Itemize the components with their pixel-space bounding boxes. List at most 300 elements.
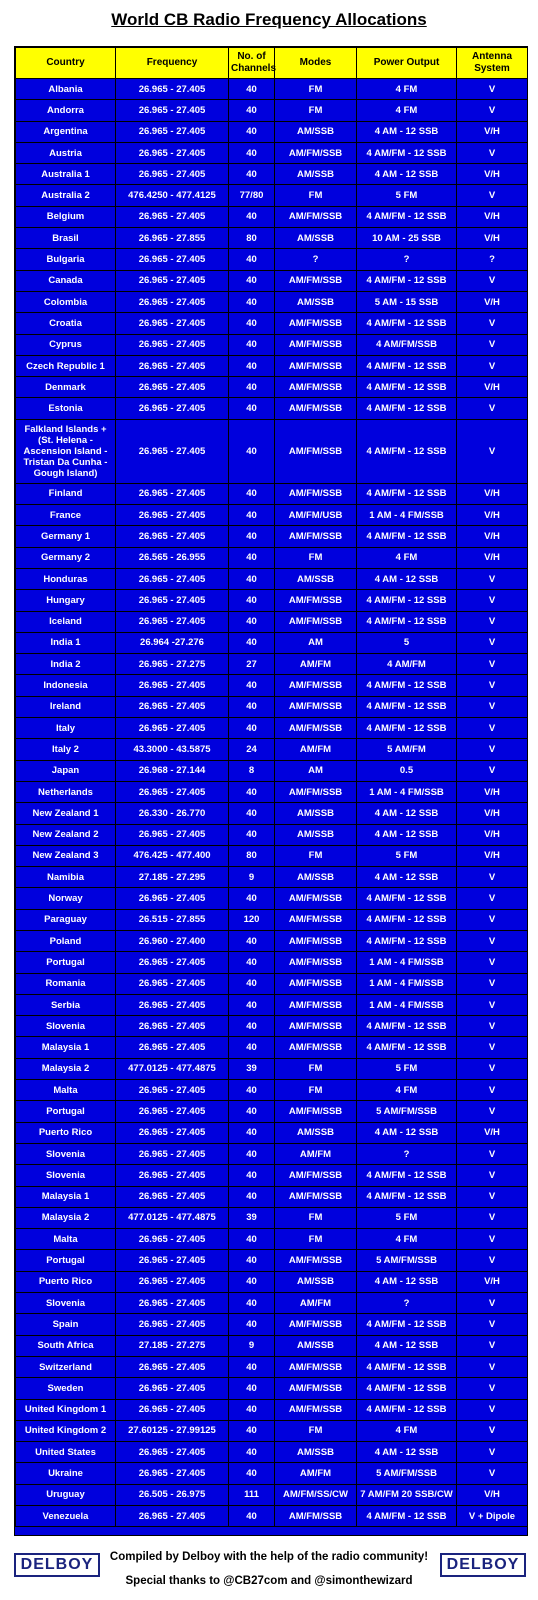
cell-power-output: 4 AM - 12 SSB (357, 1122, 457, 1143)
cell-frequency: 26.965 - 27.855 (116, 228, 229, 249)
cell-channels: 40 (229, 1356, 275, 1377)
cell-country: Finland (16, 483, 116, 504)
cell-frequency: 26.330 - 26.770 (116, 803, 229, 824)
cell-power-output: 1 AM - 4 FM/SSB (357, 505, 457, 526)
cell-modes: AM/FM/SSB (275, 1186, 357, 1207)
table-row (16, 291, 528, 312)
cell-frequency: 26.965 - 27.405 (116, 888, 229, 909)
cell-channels: 40 (229, 1080, 275, 1101)
cell-frequency: 26.965 - 27.405 (116, 1378, 229, 1399)
cell-frequency: 26.965 - 27.405 (116, 973, 229, 994)
cell-frequency: 26.965 - 27.405 (116, 994, 229, 1015)
cell-antenna-system: V (457, 1080, 528, 1101)
cell-frequency: 26.965 - 27.405 (116, 781, 229, 802)
table-row (16, 1356, 528, 1377)
cell-modes: AM (275, 632, 357, 653)
cell-power-output: 4 AM/FM - 12 SSB (357, 206, 457, 227)
table-body (16, 79, 528, 1527)
cell-antenna-system: V (457, 1378, 528, 1399)
cell-country: Cyprus (16, 334, 116, 355)
cell-antenna-system: V (457, 142, 528, 163)
cell-power-output: 4 AM/FM - 12 SSB (357, 590, 457, 611)
cell-country: Spain (16, 1314, 116, 1335)
cell-country: Ireland (16, 696, 116, 717)
cell-frequency: 26.965 - 27.405 (116, 1506, 229, 1527)
cell-antenna-system: V (457, 973, 528, 994)
cell-modes: AM/SSB (275, 867, 357, 888)
cell-frequency: 26.965 - 27.405 (116, 1229, 229, 1250)
cell-frequency: 27.60125 - 27.99125 (116, 1420, 229, 1441)
cell-country: Puerto Rico (16, 1271, 116, 1292)
table-row (16, 1229, 528, 1250)
table-row (16, 718, 528, 739)
cell-modes: AM/SSB (275, 824, 357, 845)
cell-modes: AM/FM/SSB (275, 781, 357, 802)
table-row (16, 845, 528, 866)
cell-antenna-system: V (457, 100, 528, 121)
cell-antenna-system: V/H (457, 1122, 528, 1143)
cell-antenna-system: V (457, 1335, 528, 1356)
cell-antenna-system: V/H (457, 164, 528, 185)
cell-modes: FM (275, 100, 357, 121)
cell-channels: 8 (229, 760, 275, 781)
table-row (16, 505, 528, 526)
cell-power-output: 4 AM/FM - 12 SSB (357, 1037, 457, 1058)
cell-antenna-system: V (457, 1250, 528, 1271)
cell-frequency: 477.0125 - 477.4875 (116, 1207, 229, 1228)
cell-power-output: 4 FM (357, 100, 457, 121)
cell-channels: 40 (229, 1037, 275, 1058)
cell-modes: AM/FM/SSB (275, 888, 357, 909)
cell-country: Portugal (16, 952, 116, 973)
cell-modes: AM/FM/SSB (275, 355, 357, 376)
cell-modes: FM (275, 185, 357, 206)
cell-country: Germany 2 (16, 547, 116, 568)
footer-credits (100, 1545, 438, 1593)
cell-country: Malaysia 2 (16, 1207, 116, 1228)
cell-frequency: 26.965 - 27.405 (116, 1356, 229, 1377)
cell-frequency: 26.965 - 27.405 (116, 79, 229, 100)
cell-antenna-system: V/H (457, 291, 528, 312)
cell-power-output: 5 FM (357, 1207, 457, 1228)
cell-channels: 40 (229, 611, 275, 632)
table-header-row (16, 48, 528, 79)
cell-channels: 40 (229, 1122, 275, 1143)
cell-channels: 40 (229, 1420, 275, 1441)
table-row (16, 1399, 528, 1420)
cell-channels: 40 (229, 334, 275, 355)
cell-power-output: 4 AM/FM - 12 SSB (357, 930, 457, 951)
cell-country: Malta (16, 1229, 116, 1250)
table-row (16, 696, 528, 717)
cell-antenna-system: V (457, 739, 528, 760)
cell-country: United States (16, 1442, 116, 1463)
cell-channels: 40 (229, 930, 275, 951)
cell-antenna-system: V (457, 611, 528, 632)
cell-antenna-system: V/H (457, 377, 528, 398)
cell-frequency: 26.965 - 27.405 (116, 419, 229, 483)
cell-channels: 40 (229, 696, 275, 717)
cell-frequency: 26.965 - 27.405 (116, 505, 229, 526)
cell-antenna-system: V (457, 334, 528, 355)
table-row (16, 1335, 528, 1356)
cell-country: Falkland Islands + (St. Helena - Ascension Island - Tristan Da Cunha - Gough Island) (16, 419, 116, 483)
cell-modes: AM/FM/SSB (275, 483, 357, 504)
cell-channels: 9 (229, 1335, 275, 1356)
cell-modes: AM/FM/SSB (275, 718, 357, 739)
cell-modes: AM/SSB (275, 803, 357, 824)
cell-modes: AM/SSB (275, 568, 357, 589)
cell-antenna-system: V/H (457, 206, 528, 227)
cell-country: India 1 (16, 632, 116, 653)
cell-frequency: 26.965 - 27.405 (116, 100, 229, 121)
cell-channels: 27 (229, 654, 275, 675)
cell-frequency: 26.965 - 27.405 (116, 1186, 229, 1207)
cell-power-output: 4 AM/FM - 12 SSB (357, 696, 457, 717)
cell-antenna-system: V (457, 355, 528, 376)
cell-channels: 39 (229, 1058, 275, 1079)
cell-channels: 40 (229, 632, 275, 653)
cell-power-output: 4 AM/FM - 12 SSB (357, 1165, 457, 1186)
cell-frequency: 26.965 - 27.405 (116, 1314, 229, 1335)
table-row (16, 483, 528, 504)
cell-modes: AM/FM/SSB (275, 1165, 357, 1186)
cell-modes: FM (275, 1058, 357, 1079)
cell-power-output: 4 AM/FM - 12 SSB (357, 1356, 457, 1377)
table-row (16, 590, 528, 611)
cell-antenna-system: V (457, 1293, 528, 1314)
cell-antenna-system: V (457, 867, 528, 888)
cell-power-output: 4 AM/FM - 12 SSB (357, 888, 457, 909)
cell-modes: AM/SSB (275, 228, 357, 249)
cell-country: United Kingdom 2 (16, 1420, 116, 1441)
cell-modes: AM/FM/SSB (275, 1356, 357, 1377)
cell-antenna-system: V (457, 1356, 528, 1377)
cell-channels: 40 (229, 1101, 275, 1122)
table-row (16, 1165, 528, 1186)
table-row (16, 909, 528, 930)
cell-power-output: ? (357, 1293, 457, 1314)
cell-channels: 40 (229, 1506, 275, 1527)
cell-modes: AM/FM/SSB (275, 1314, 357, 1335)
cell-modes: AM/FM/SSB (275, 398, 357, 419)
cell-channels: 40 (229, 419, 275, 483)
cell-modes: AM/FM/SSB (275, 930, 357, 951)
cell-channels: 40 (229, 1378, 275, 1399)
cell-frequency: 26.965 - 27.405 (116, 164, 229, 185)
cell-frequency: 26.965 - 27.405 (116, 483, 229, 504)
cell-country: Germany 1 (16, 526, 116, 547)
cell-frequency: 26.965 - 27.405 (116, 824, 229, 845)
cell-channels: 40 (229, 718, 275, 739)
cell-channels: 40 (229, 973, 275, 994)
cell-frequency: 26.565 - 26.955 (116, 547, 229, 568)
cell-country: Slovenia (16, 1165, 116, 1186)
cell-antenna-system: V (457, 398, 528, 419)
frequency-table-container (14, 46, 528, 1536)
cell-country: Malaysia 1 (16, 1037, 116, 1058)
cell-modes: AM/FM (275, 739, 357, 760)
cell-modes: AM/SSB (275, 1271, 357, 1292)
cell-antenna-system: V/H (457, 803, 528, 824)
cell-power-output: 4 AM - 12 SSB (357, 867, 457, 888)
cell-channels: 40 (229, 142, 275, 163)
cell-modes: AM/FM/SSB (275, 952, 357, 973)
cell-modes: AM/FM/SSB (275, 1037, 357, 1058)
cell-modes: FM (275, 1229, 357, 1250)
cell-channels: 40 (229, 164, 275, 185)
cell-country: Canada (16, 270, 116, 291)
cell-country: Uruguay (16, 1484, 116, 1505)
cell-antenna-system: V (457, 632, 528, 653)
cell-modes: FM (275, 547, 357, 568)
cell-modes: AM/FM/SSB (275, 994, 357, 1015)
cell-channels: 40 (229, 994, 275, 1015)
cell-frequency: 26.965 - 27.405 (116, 291, 229, 312)
cell-antenna-system: V/H (457, 505, 528, 526)
cell-country: Malaysia 2 (16, 1058, 116, 1079)
cell-country: Hungary (16, 590, 116, 611)
cell-modes: AM/FM (275, 1463, 357, 1484)
cell-country: Italy 2 (16, 739, 116, 760)
cell-power-output: 4 AM/FM - 12 SSB (357, 611, 457, 632)
cell-frequency: 26.965 - 27.405 (116, 142, 229, 163)
footer-line-compiled: Compiled by Delboy with the help of the radio community! (109, 1551, 429, 1563)
cell-country: Austria (16, 142, 116, 163)
header-modes: Modes (275, 48, 357, 79)
cell-frequency: 26.964 -27.276 (116, 632, 229, 653)
cell-frequency: 26.965 - 27.405 (116, 398, 229, 419)
cell-power-output: 4 AM - 12 SSB (357, 121, 457, 142)
cell-channels: 40 (229, 781, 275, 802)
cell-frequency: 26.965 - 27.405 (116, 696, 229, 717)
cell-antenna-system: V (457, 1229, 528, 1250)
cell-country: Slovenia (16, 1143, 116, 1164)
cell-power-output: 10 AM - 25 SSB (357, 228, 457, 249)
cell-channels: 40 (229, 206, 275, 227)
cell-country: Italy (16, 718, 116, 739)
table-row (16, 185, 528, 206)
cell-power-output: 1 AM - 4 FM/SSB (357, 952, 457, 973)
cell-power-output: 4 AM/FM - 12 SSB (357, 270, 457, 291)
table-row (16, 1314, 528, 1335)
table-row (16, 100, 528, 121)
cell-power-output: 4 AM - 12 SSB (357, 1442, 457, 1463)
cell-channels: 40 (229, 1186, 275, 1207)
cell-modes: AM/FM/SSB (275, 696, 357, 717)
cell-modes: AM/FM/SSB (275, 142, 357, 163)
table-row (16, 1016, 528, 1037)
cell-channels: 40 (229, 377, 275, 398)
cell-modes: AM/FM/SSB (275, 973, 357, 994)
cell-power-output: 4 AM/FM - 12 SSB (357, 526, 457, 547)
table-row (16, 206, 528, 227)
cell-power-output: 4 AM - 12 SSB (357, 568, 457, 589)
table-row (16, 973, 528, 994)
cell-power-output: 5 (357, 632, 457, 653)
cell-frequency: 476.425 - 477.400 (116, 845, 229, 866)
cell-frequency: 26.965 - 27.405 (116, 1165, 229, 1186)
cell-channels: 40 (229, 1314, 275, 1335)
cell-country: Czech Republic 1 (16, 355, 116, 376)
cell-channels: 39 (229, 1207, 275, 1228)
cell-modes: AM/FM/SSB (275, 1250, 357, 1271)
cell-frequency: 26.965 - 27.405 (116, 590, 229, 611)
cell-modes: AM/SSB (275, 164, 357, 185)
cell-antenna-system: V (457, 1207, 528, 1228)
cell-modes: AM/FM/SSB (275, 1506, 357, 1527)
cell-power-output: 4 AM - 12 SSB (357, 1335, 457, 1356)
cell-antenna-system: V (457, 419, 528, 483)
cell-country: Denmark (16, 377, 116, 398)
table-row (16, 121, 528, 142)
cell-antenna-system: V (457, 696, 528, 717)
cell-power-output: 4 AM/FM - 12 SSB (357, 1186, 457, 1207)
table-row (16, 164, 528, 185)
table-row (16, 568, 528, 589)
cell-frequency: 26.968 - 27.144 (116, 760, 229, 781)
cell-power-output: 4 AM/FM/SSB (357, 334, 457, 355)
table-row (16, 739, 528, 760)
cell-country: Romania (16, 973, 116, 994)
cell-power-output: 4 AM/FM - 12 SSB (357, 419, 457, 483)
table-row (16, 611, 528, 632)
cell-modes: AM/FM/SSB (275, 313, 357, 334)
cell-antenna-system: V (457, 1165, 528, 1186)
cell-power-output: 4 AM/FM - 12 SSB (357, 377, 457, 398)
cell-country: Estonia (16, 398, 116, 419)
cell-frequency: 26.965 - 27.405 (116, 270, 229, 291)
cell-frequency: 26.505 - 26.975 (116, 1484, 229, 1505)
cell-modes: AM/FM/SSB (275, 270, 357, 291)
cell-power-output: 5 AM/FM/SSB (357, 1101, 457, 1122)
cell-power-output: 4 AM/FM - 12 SSB (357, 355, 457, 376)
cell-frequency: 27.185 - 27.295 (116, 867, 229, 888)
cell-frequency: 26.965 - 27.405 (116, 611, 229, 632)
cell-channels: 40 (229, 1143, 275, 1164)
cell-antenna-system: V (457, 1186, 528, 1207)
cell-country: Norway (16, 888, 116, 909)
cell-channels: 80 (229, 845, 275, 866)
cell-power-output: 4 AM/FM - 12 SSB (357, 398, 457, 419)
cell-country: Colombia (16, 291, 116, 312)
cell-modes: AM/FM/SSB (275, 611, 357, 632)
cell-frequency: 26.965 - 27.275 (116, 654, 229, 675)
cell-frequency: 26.965 - 27.405 (116, 1016, 229, 1037)
cell-modes: FM (275, 845, 357, 866)
cell-country: Brasil (16, 228, 116, 249)
cell-country: Switzerland (16, 1356, 116, 1377)
cell-antenna-system: V/H (457, 1484, 528, 1505)
cell-channels: 40 (229, 100, 275, 121)
cell-power-output: 4 AM/FM - 12 SSB (357, 313, 457, 334)
cell-modes: AM/SSB (275, 1335, 357, 1356)
table-row (16, 1122, 528, 1143)
cell-country: New Zealand 3 (16, 845, 116, 866)
cell-frequency: 26.515 - 27.855 (116, 909, 229, 930)
cell-country: Malaysia 1 (16, 1186, 116, 1207)
cell-country: Puerto Rico (16, 1122, 116, 1143)
cell-country: South Africa (16, 1335, 116, 1356)
cell-country: Japan (16, 760, 116, 781)
cell-modes: AM/FM/SSB (275, 675, 357, 696)
cell-antenna-system: V/H (457, 1271, 528, 1292)
cell-modes: AM/FM/SSB (275, 419, 357, 483)
cell-frequency: 26.965 - 27.405 (116, 1080, 229, 1101)
cell-channels: 111 (229, 1484, 275, 1505)
table-row (16, 526, 528, 547)
cell-country: Netherlands (16, 781, 116, 802)
cell-power-output: ? (357, 1143, 457, 1164)
cell-power-output: 7 AM/FM 20 SSB/CW (357, 1484, 457, 1505)
table-row (16, 377, 528, 398)
cell-country: Belgium (16, 206, 116, 227)
cell-channels: 40 (229, 505, 275, 526)
cell-power-output: 5 FM (357, 185, 457, 206)
table-row (16, 313, 528, 334)
table-row (16, 1080, 528, 1101)
cell-country: Malta (16, 1080, 116, 1101)
cell-antenna-system: V (457, 1399, 528, 1420)
cell-country: Poland (16, 930, 116, 951)
cell-power-output: ? (357, 249, 457, 270)
cell-country: New Zealand 1 (16, 803, 116, 824)
cell-frequency: 26.965 - 27.405 (116, 206, 229, 227)
cell-country: Namibia (16, 867, 116, 888)
header-channels: No. of Channels (229, 48, 275, 79)
cell-country: Venezuela (16, 1506, 116, 1527)
cell-power-output: 4 AM/FM - 12 SSB (357, 675, 457, 696)
cell-country: Slovenia (16, 1293, 116, 1314)
cell-country: Albania (16, 79, 116, 100)
cell-antenna-system: V (457, 270, 528, 291)
cell-frequency: 26.965 - 27.405 (116, 952, 229, 973)
table-row (16, 547, 528, 568)
cell-antenna-system: V (457, 654, 528, 675)
cell-frequency: 26.965 - 27.405 (116, 249, 229, 270)
cell-channels: 40 (229, 1271, 275, 1292)
cell-antenna-system: V + Dipole (457, 1506, 528, 1527)
cell-antenna-system: V (457, 1016, 528, 1037)
cell-antenna-system: V (457, 718, 528, 739)
cell-power-output: 4 AM - 12 SSB (357, 1271, 457, 1292)
cell-country: Croatia (16, 313, 116, 334)
cell-power-output: 4 AM/FM (357, 654, 457, 675)
cell-country: United Kingdom 1 (16, 1399, 116, 1420)
cell-country: Argentina (16, 121, 116, 142)
page-title: World CB Radio Frequency Allocations (111, 10, 427, 29)
cell-frequency: 26.960 - 27.400 (116, 930, 229, 951)
cell-antenna-system: V (457, 1037, 528, 1058)
cell-power-output: 4 AM/FM - 12 SSB (357, 142, 457, 163)
table-row (16, 1101, 528, 1122)
cell-power-output: 5 FM (357, 845, 457, 866)
cell-modes: FM (275, 1420, 357, 1441)
table-row (16, 1463, 528, 1484)
cell-frequency: 477.0125 - 477.4875 (116, 1058, 229, 1079)
table-row (16, 249, 528, 270)
cell-frequency: 26.965 - 27.405 (116, 1122, 229, 1143)
cell-modes: AM/FM/SSB (275, 334, 357, 355)
cell-modes: AM/FM/SSB (275, 377, 357, 398)
cell-power-output: 1 AM - 4 FM/SSB (357, 973, 457, 994)
cell-frequency: 26.965 - 27.405 (116, 568, 229, 589)
cell-antenna-system: ? (457, 249, 528, 270)
frequency-table (15, 47, 528, 1527)
table-row (16, 334, 528, 355)
cell-country: New Zealand 2 (16, 824, 116, 845)
cell-country: France (16, 505, 116, 526)
